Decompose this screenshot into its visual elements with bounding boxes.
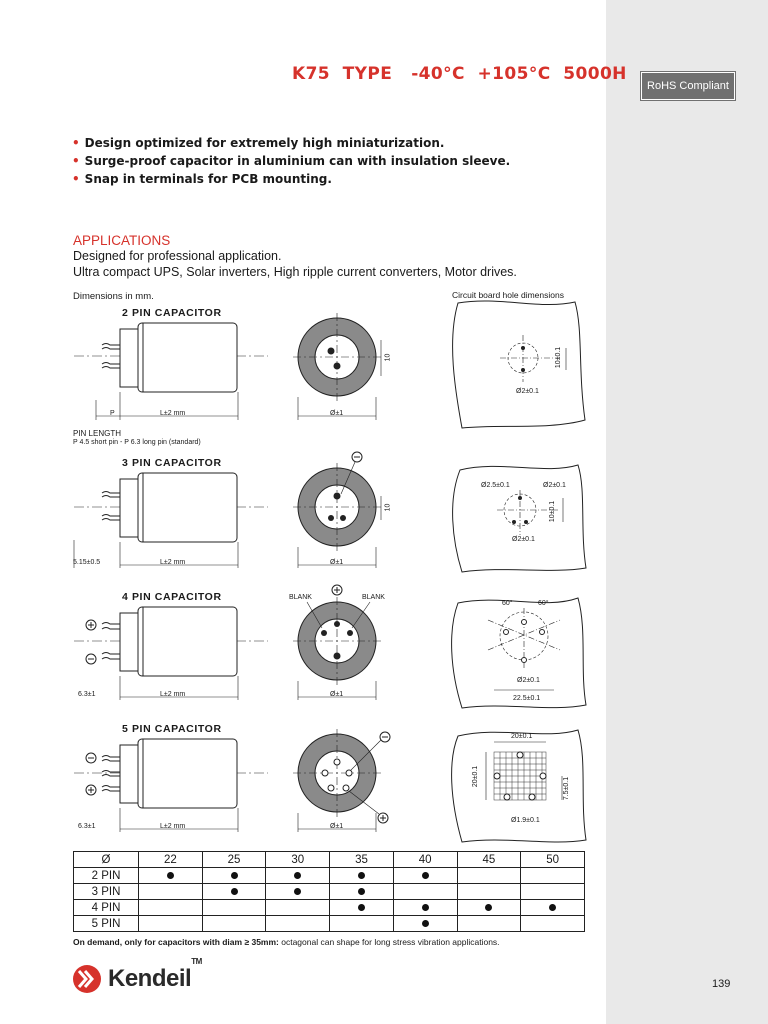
empty-cell bbox=[521, 868, 585, 884]
table-row bbox=[74, 900, 585, 916]
table-header-cell: 22 bbox=[139, 852, 203, 868]
availability-dot-cell bbox=[330, 884, 394, 900]
dim-10-label: 10 bbox=[384, 503, 392, 512]
dot-icon bbox=[294, 872, 301, 879]
dot-icon bbox=[358, 872, 365, 879]
empty-cell bbox=[457, 868, 521, 884]
rohs-compliant-badge: RoHS Compliant bbox=[641, 72, 735, 100]
empty-cell bbox=[202, 916, 266, 932]
table-body bbox=[74, 868, 585, 932]
blank-label-left: BLANK bbox=[289, 594, 312, 601]
angle-label-right: 60° bbox=[538, 600, 549, 607]
hole-dimensions-label: Circuit board hole dimensions bbox=[452, 290, 564, 300]
dim-3pin-offset: 5.15±0.5 bbox=[73, 559, 101, 566]
table-row-label: 2 PIN bbox=[74, 868, 139, 884]
dim-diam-label: Ø±1 bbox=[330, 691, 344, 698]
dot-icon bbox=[358, 904, 365, 911]
table-row bbox=[74, 916, 585, 932]
hole-2pin-h-label: 10±0.1 bbox=[555, 346, 563, 369]
empty-cell bbox=[330, 916, 394, 932]
dot-icon bbox=[422, 920, 429, 927]
dimensions-label: Dimensions in mm. bbox=[73, 291, 154, 302]
kendeil-logo-icon bbox=[72, 964, 102, 994]
hole-4pin-d-label: Ø2±0.1 bbox=[517, 677, 540, 684]
feature-item: • Snap in terminals for PCB mounting. bbox=[72, 172, 332, 186]
bullet-icon: • bbox=[72, 154, 80, 168]
dim-diam-label: Ø±1 bbox=[330, 823, 344, 830]
pin-length-text: P 4.5 short pin - P 6.3 long pin (standard) bbox=[73, 439, 201, 446]
page-number: 139 bbox=[712, 978, 731, 990]
hole-3pin-a-label: Ø2.5±0.1 bbox=[481, 482, 510, 489]
hole-5pin-w-label: 20±0.1 bbox=[511, 733, 533, 740]
dot-icon bbox=[485, 904, 492, 911]
availability-dot-cell bbox=[139, 868, 203, 884]
empty-cell bbox=[521, 884, 585, 900]
table-header-cell: 50 bbox=[521, 852, 585, 868]
pin-availability-table bbox=[73, 851, 585, 932]
bullet-icon: • bbox=[72, 172, 80, 186]
applications-heading: APPLICATIONS bbox=[73, 233, 171, 248]
dim-length-label: L±2 mm bbox=[160, 410, 186, 417]
bullet-icon: • bbox=[72, 136, 80, 150]
empty-cell bbox=[139, 916, 203, 932]
dot-icon bbox=[231, 888, 238, 895]
dot-icon bbox=[422, 872, 429, 879]
empty-cell bbox=[521, 916, 585, 932]
table-header-cell: 40 bbox=[393, 852, 457, 868]
table-header-row bbox=[74, 852, 585, 868]
table-row bbox=[74, 884, 585, 900]
availability-dot-cell bbox=[393, 900, 457, 916]
table-row-label: 3 PIN bbox=[74, 884, 139, 900]
dot-icon bbox=[358, 888, 365, 895]
availability-dot-cell bbox=[393, 916, 457, 932]
empty-cell bbox=[457, 884, 521, 900]
table-header-cell: 30 bbox=[266, 852, 330, 868]
dim-diam-label: Ø±1 bbox=[330, 410, 344, 417]
dim-4pin-offset: 6.3±1 bbox=[78, 691, 96, 698]
section-5pin-title: 5 PIN CAPACITOR bbox=[122, 723, 222, 735]
availability-dot-cell bbox=[330, 900, 394, 916]
dot-icon bbox=[549, 904, 556, 911]
hole-3pin-h-label: 10±0.1 bbox=[549, 500, 557, 523]
table-row bbox=[74, 868, 585, 884]
availability-dot-cell bbox=[330, 868, 394, 884]
dim-length-label: L±2 mm bbox=[160, 559, 186, 566]
hole-3pin-b-label: Ø2±0.1 bbox=[543, 482, 566, 489]
dim-length-label: L±2 mm bbox=[160, 691, 186, 698]
dot-icon bbox=[167, 872, 174, 879]
applications-text: Designed for professional application. Ultra compact UPS, Solar inverters, High ripple current converters, Motor drives. bbox=[73, 249, 517, 279]
dim-10-label: 10 bbox=[384, 353, 392, 362]
pin-length-label: PIN LENGTH bbox=[73, 429, 122, 438]
section-4pin-title: 4 PIN CAPACITOR bbox=[122, 591, 222, 603]
empty-cell bbox=[139, 900, 203, 916]
hole-2pin-d-label: Ø2±0.1 bbox=[516, 388, 539, 395]
dot-icon bbox=[422, 904, 429, 911]
empty-cell bbox=[266, 900, 330, 916]
availability-dot-cell bbox=[393, 868, 457, 884]
hole-5pin-h2-label: 7.5±0.1 bbox=[563, 776, 571, 801]
table-row-label: 5 PIN bbox=[74, 916, 139, 932]
feature-item: • Design optimized for extremely high miniaturization. bbox=[72, 136, 445, 150]
blank-label-right: BLANK bbox=[362, 594, 385, 601]
dim-5pin-offset: 6.3±1 bbox=[78, 823, 96, 830]
table-header-cell: 45 bbox=[457, 852, 521, 868]
availability-dot-cell bbox=[457, 900, 521, 916]
hole-5pin-d-label: Ø1.9±0.1 bbox=[511, 817, 540, 824]
kendeil-logo bbox=[72, 957, 202, 994]
dot-icon bbox=[231, 872, 238, 879]
dim-diam-label: Ø±1 bbox=[330, 559, 344, 566]
hole-4pin-w-label: 22.5±0.1 bbox=[513, 695, 541, 702]
empty-cell bbox=[393, 884, 457, 900]
section-2pin-title: 2 PIN CAPACITOR bbox=[122, 307, 222, 319]
footnote: On demand, only for capacitors with diam ≥ 35mm: octagonal can shape for long stress vibration applications. bbox=[73, 937, 500, 947]
dim-length-label: L±2 mm bbox=[160, 823, 186, 830]
table-header-cell: Ø bbox=[74, 852, 139, 868]
table-header-cell: 25 bbox=[202, 852, 266, 868]
availability-dot-cell bbox=[202, 868, 266, 884]
availability-dot-cell bbox=[202, 884, 266, 900]
table-header-cell: 35 bbox=[330, 852, 394, 868]
availability-dot-cell bbox=[266, 868, 330, 884]
availability-dot-cell bbox=[521, 900, 585, 916]
empty-cell bbox=[266, 916, 330, 932]
angle-label-left: 60° bbox=[502, 600, 513, 607]
brand-name: Kendeil™ bbox=[108, 957, 202, 992]
empty-cell bbox=[202, 900, 266, 916]
empty-cell bbox=[457, 916, 521, 932]
section-3pin-title: 3 PIN CAPACITOR bbox=[122, 457, 222, 469]
product-title: K75 TYPE -40°C +105°C 5000H bbox=[292, 64, 627, 84]
empty-cell bbox=[139, 884, 203, 900]
dim-p-label: P bbox=[110, 410, 115, 417]
hole-3pin-c-label: Ø2±0.1 bbox=[512, 536, 535, 543]
dot-icon bbox=[294, 888, 301, 895]
hole-5pin-h-label: 20±0.1 bbox=[472, 765, 480, 788]
feature-item: • Surge-proof capacitor in aluminium can with insulation sleeve. bbox=[72, 154, 511, 168]
availability-dot-cell bbox=[266, 884, 330, 900]
table-row-label: 4 PIN bbox=[74, 900, 139, 916]
